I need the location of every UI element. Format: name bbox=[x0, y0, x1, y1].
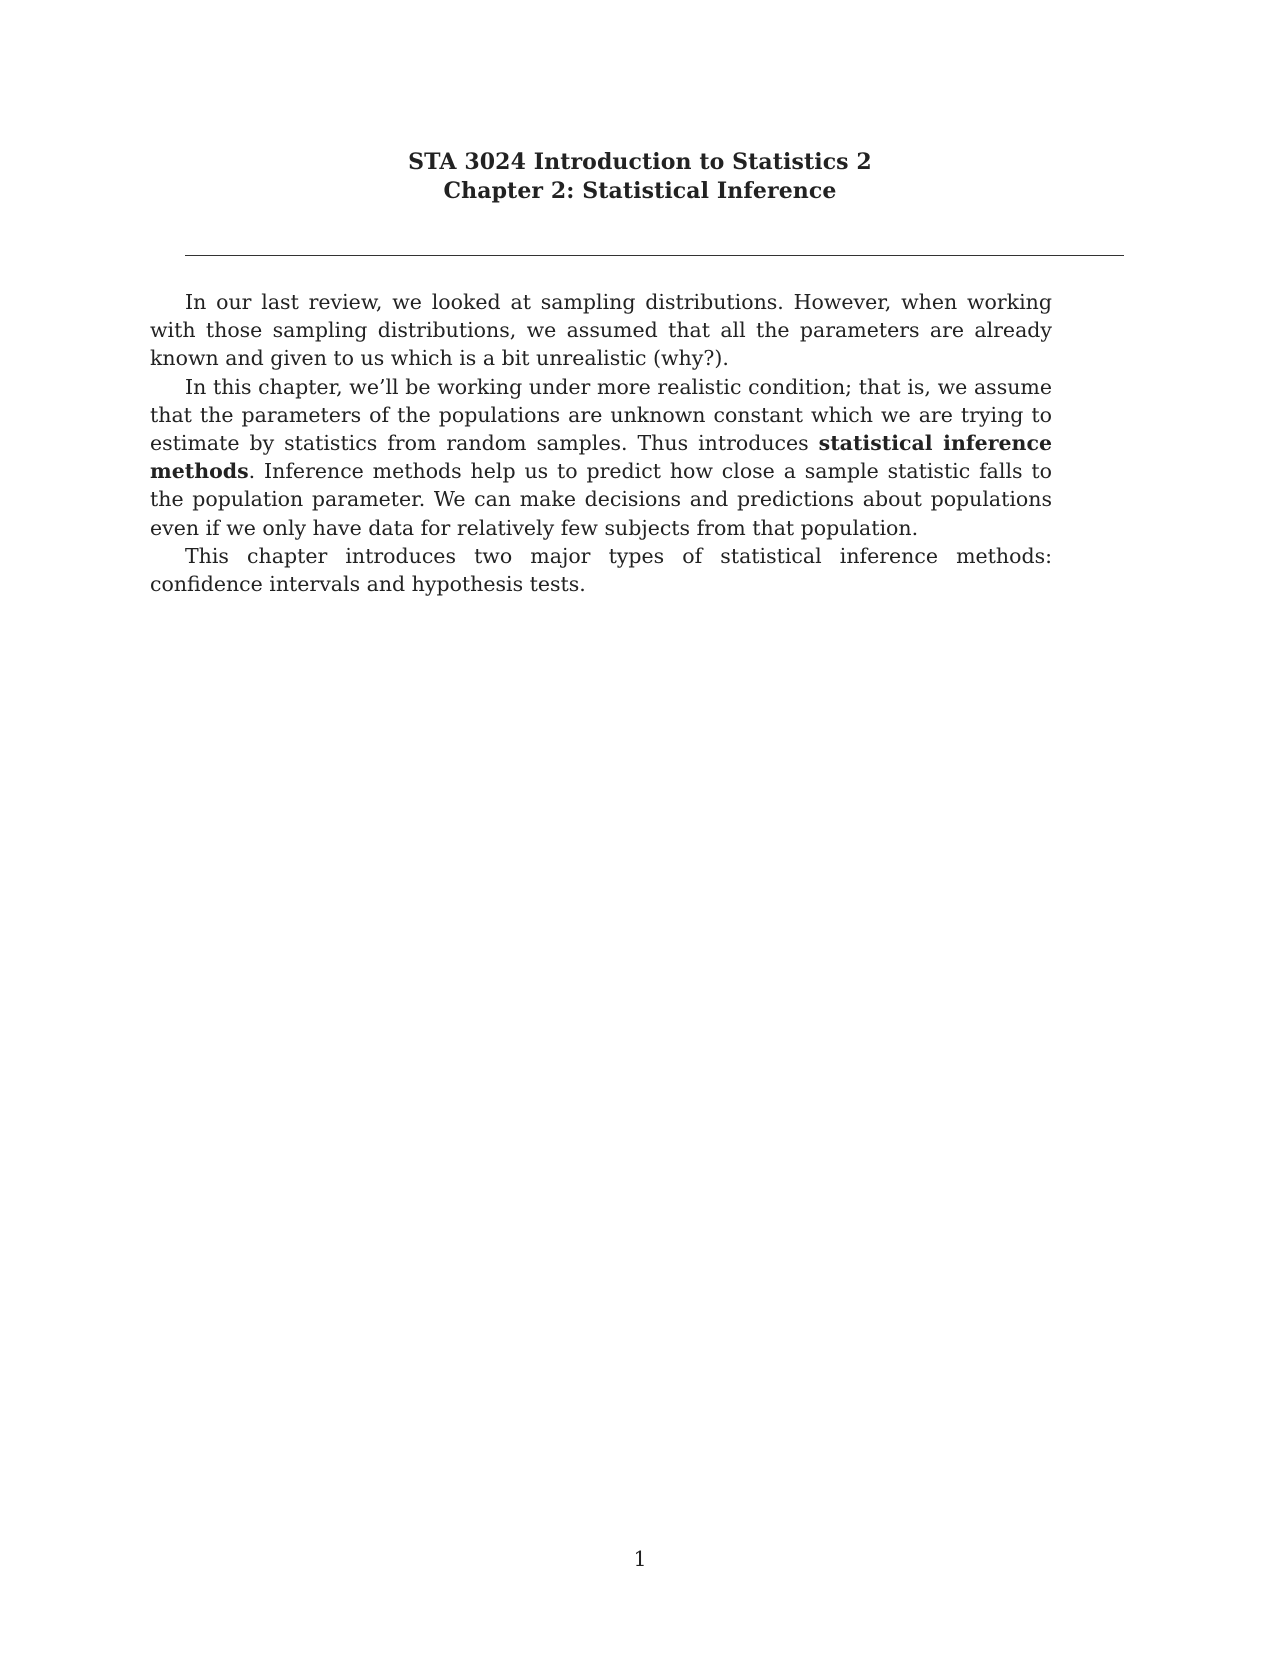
bold-term-statistical-inference-methods: statistical inference methods bbox=[150, 431, 1052, 484]
paragraph-1 bbox=[150, 288, 1052, 373]
page-number: 1 bbox=[633, 1547, 647, 1571]
paragraph-3 bbox=[150, 542, 1052, 598]
chapter-title: Chapter 2: Statistical Inference bbox=[443, 178, 837, 204]
paragraph-2-text-start: In this chapter, we’ll be working under more realistic condition; that is, we assume that the parameters of the populations are unknown constant which we are trying to estimate by statistics from random samples. Thus introduces bbox=[150, 374, 1052, 456]
header-divider bbox=[185, 255, 1124, 256]
paragraph-2-text-end: . Inference methods help us to predict how close a sample statistic falls to the population parameter. We can make decisions and predictions about populations even if we only have data for relatively few subjects from that population. bbox=[150, 459, 1052, 540]
document-header bbox=[0, 148, 1280, 206]
body-text bbox=[150, 288, 1052, 598]
paragraph-2 bbox=[150, 373, 1052, 542]
paragraph-1-text: In our last review, we looked at sampling distributions. However, when working with those sampling distributions, we assumed that all the parameters are already known and given to us which is a bit unrealistic (why?). bbox=[150, 290, 1052, 371]
paragraph-3-text: This chapter introduces two major types of statistical inference methods: confidence intervals and hypothesis tests. bbox=[150, 543, 1052, 597]
course-title: STA 3024 Introduction to Statistics 2 bbox=[408, 149, 872, 175]
